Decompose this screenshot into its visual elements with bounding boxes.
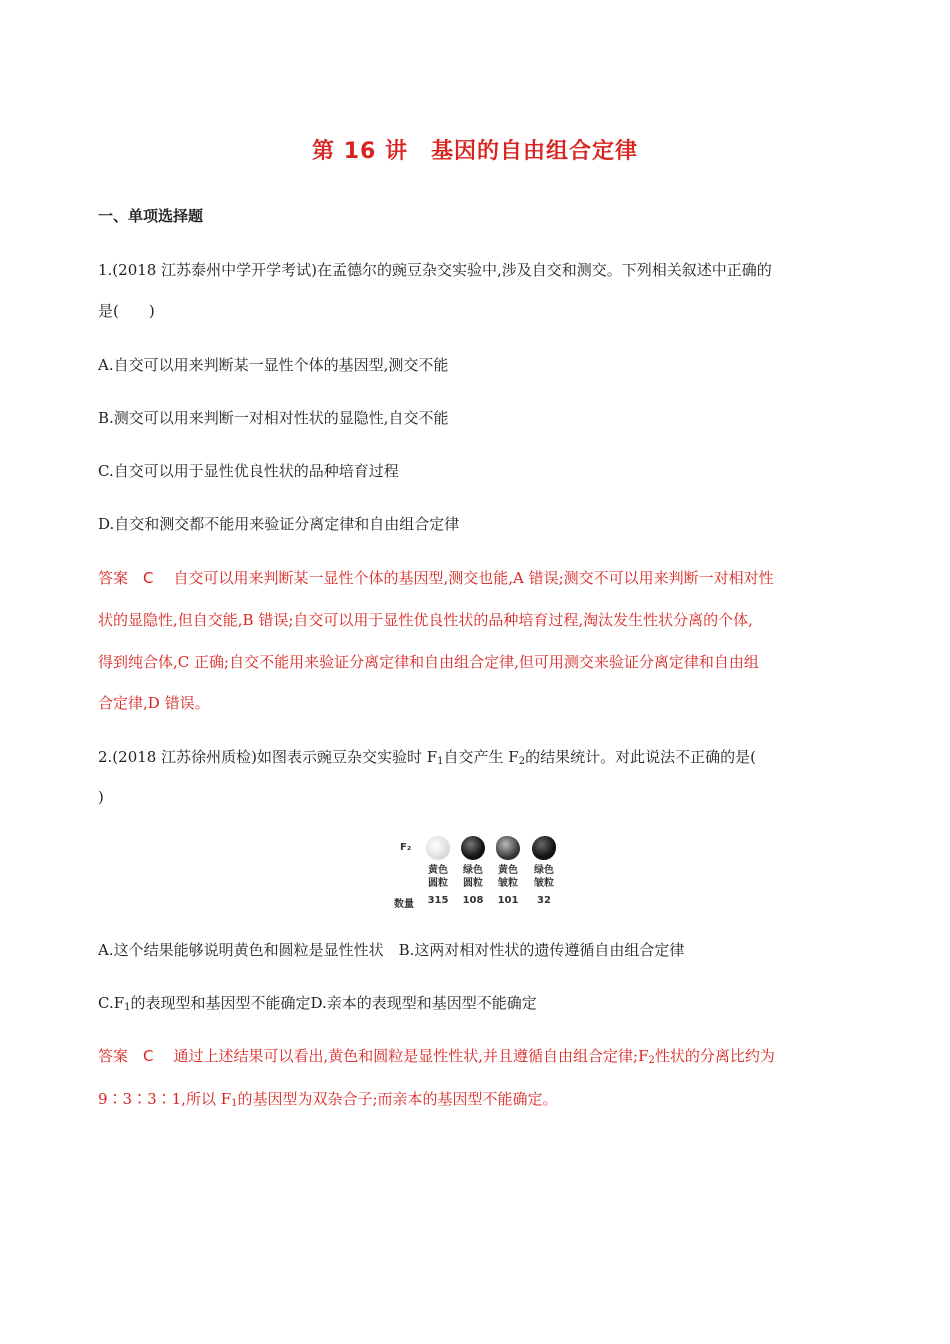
yellow-wrinkled-pea-icon (496, 836, 520, 860)
q1-stem-line1: 1.(2018 江苏泰州中学开学考试)在孟德尔的豌豆杂交实验中,涉及自交和测交。下列相关叙述中正确的 (98, 261, 772, 279)
q2-stem-sub1: 1 (437, 756, 444, 767)
q2-answer-text1a: 通过上述结果可以看出,黄色和圆粒是显性性状,并且遵循自由组合定律;F (173, 1047, 649, 1065)
q2-answer-sub1: 2 (648, 1055, 655, 1066)
q1-answer-line4: 合定律,D 错误。 (98, 694, 210, 712)
q1-option-d: D.自交和测交都不能用来验证分离定律和自由组合定律 (98, 515, 460, 533)
q1-answer-line2: 状的显隐性,但自交能,B 错误;自交可以用于显性优良性状的品种培育过程,淘汰发生性状分离的个体, (98, 611, 753, 629)
figure-caption-2: 绿色 圆粒 (463, 865, 483, 889)
section-heading: 一、单项选择题 (98, 207, 204, 225)
q1-option-a: A.自交可以用来判断某一显性个体的基因型,测交不能 (98, 356, 449, 374)
figure-generation-label: F₂ (400, 842, 412, 853)
q2-optc-sub: 1 (124, 1002, 131, 1013)
q2-stem-b: 自交产生 F (443, 748, 519, 766)
figure-count-3: 101 (497, 895, 519, 906)
q2-answer-line1 (98, 1034, 858, 1078)
q2-answer-sub2: 1 (231, 1098, 238, 1109)
q2-stem-line2: ) (98, 788, 104, 806)
figure-count-label: 数量 (394, 899, 414, 910)
q1-option-c: C.自交可以用于显性优良性状的品种培育过程 (98, 462, 399, 480)
q2-stem-sub2: 2 (518, 756, 526, 767)
q1-answer-line1 (98, 556, 858, 600)
q2-optc-a: C.F (98, 994, 125, 1012)
q2-answer-text2b: 的基因型为双杂合子;而亲本的基因型不能确定。 (237, 1090, 558, 1108)
green-round-pea-icon (461, 836, 485, 860)
q1-answer-text1: 自交可以用来判断某一显性个体的基因型,测交也能,A 错误;测交不可以用来判断一对相对性 (173, 569, 774, 587)
q2-answer-text2a: 9∶3∶3∶1,所以 F (98, 1090, 232, 1108)
q2-optc-b: 的表现型和基因型不能确定D.亲本的表现型和基因型不能确定 (130, 994, 537, 1012)
green-wrinkled-pea-icon (532, 836, 556, 860)
pea-cross-figure (394, 832, 564, 912)
figure-count-2: 108 (462, 895, 484, 906)
q1-answer-label: 答案 C (98, 569, 154, 587)
q2-answer-label: 答案 C (98, 1047, 154, 1065)
q2-options-ab: A.这个结果能够说明黄色和圆粒是显性性状 B.这两对相对性状的遗传遵循自由组合定律 (98, 941, 685, 959)
q2-stem-a: 2.(2018 江苏徐州质检)如图表示豌豆杂交实验时 F (98, 748, 438, 766)
q2-options-cd (98, 981, 858, 1025)
figure-caption-1: 黄色 圆粒 (428, 865, 448, 889)
q2-answer-line2 (98, 1077, 858, 1121)
page-title: 第 16 讲 基因的自由组合定律 (312, 139, 638, 164)
figure-caption-3: 黄色 皱粒 (498, 865, 518, 889)
q1-stem-line2: 是( ) (98, 302, 155, 320)
figure-count-1: 315 (427, 895, 449, 906)
q2-stem-c: 的结果统计。对此说法不正确的是( (525, 748, 756, 766)
q1-answer-line3: 得到纯合体,C 正确;自交不能用来验证分离定律和自由组合定律,但可用测交来验证分离定律和自由组 (98, 653, 759, 671)
yellow-round-pea-icon (426, 836, 450, 860)
q2-stem-line1 (98, 735, 858, 779)
figure-count-4: 32 (537, 895, 551, 906)
q2-answer-text1b: 性状的分离比约为 (654, 1047, 775, 1065)
q1-option-b: B.测交可以用来判断一对相对性状的显隐性,自交不能 (98, 409, 449, 427)
figure-caption-4: 绿色 皱粒 (534, 865, 554, 889)
